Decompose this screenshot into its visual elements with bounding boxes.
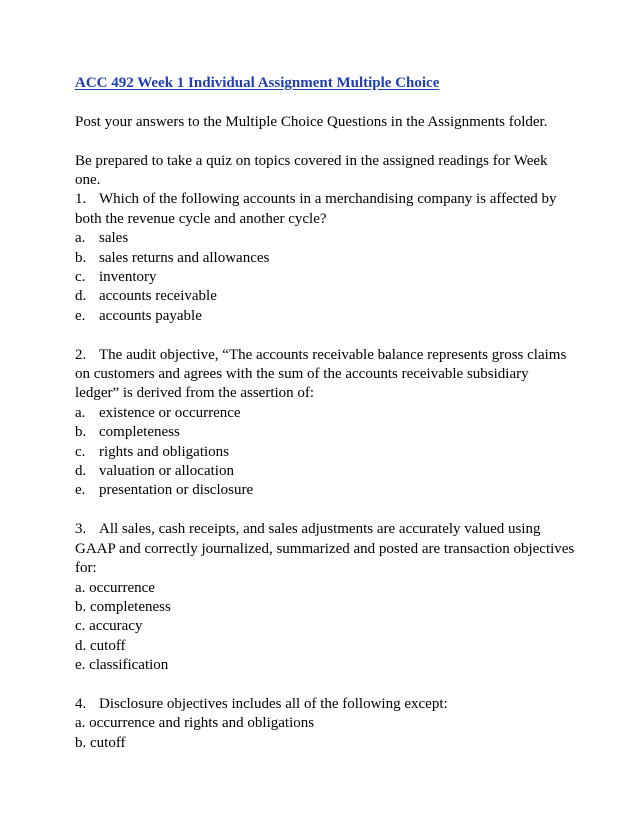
question-number: 1. [75, 191, 87, 208]
option-letter: b. [75, 249, 87, 266]
option-text: completeness [99, 424, 180, 441]
answer-option [75, 443, 575, 462]
answer-option [75, 229, 575, 248]
intro-line: Post your answers to the Multiple Choice Questions in the Assignments folder. [75, 113, 548, 130]
option-letter: e. [75, 482, 86, 499]
intro-line: Be prepared to take a quiz on topics covered in the assigned readings for Week [75, 152, 548, 169]
spacer [75, 93, 575, 112]
option-letter: e. [75, 307, 86, 324]
question-text [75, 190, 575, 209]
question-line: All sales, cash receipts, and sales adjustments are accurately valued using [99, 521, 541, 538]
option-letter: a. [75, 404, 86, 421]
question-2 [75, 346, 575, 501]
option-text: presentation or disclosure [99, 482, 254, 499]
spacer [75, 676, 575, 695]
spacer [75, 132, 575, 151]
option-letter: d. [75, 463, 87, 480]
option-letter: b. [75, 424, 87, 441]
option-text: sales [99, 230, 129, 247]
question-line: ledger” is derived from the assertion of: [75, 385, 315, 402]
option-letter: c. [75, 269, 86, 286]
option-text: accounts payable [99, 307, 202, 324]
document-title-row [75, 74, 575, 93]
answer-option [75, 481, 575, 500]
answer-option: d. cutoff [75, 637, 126, 654]
question-line: both the revenue cycle and another cycle? [75, 210, 327, 227]
answer-option: b. cutoff [75, 734, 126, 751]
answer-option: e. classification [75, 657, 169, 674]
option-letter: a. [75, 230, 86, 247]
question-text [75, 346, 575, 365]
question-1 [75, 190, 575, 326]
question-number: 2. [75, 346, 87, 363]
answer-option [75, 287, 575, 306]
option-text: existence or occurrence [99, 404, 241, 421]
question-number: 3. [75, 521, 87, 538]
question-line: The audit objective, “The accounts receivable balance represents gross claims [99, 346, 567, 363]
answer-option [75, 462, 575, 481]
question-3 [75, 520, 575, 675]
question-line: Disclosure objectives includes all of the following except: [99, 695, 448, 712]
question-line: on customers and agrees with the sum of the accounts receivable subsidiary [75, 366, 529, 383]
question-line: Which of the following accounts in a merchandising company is affected by [99, 191, 557, 208]
document-title-link[interactable]: ACC 492 Week 1 Individual Assignment Multiple Choice [75, 75, 440, 91]
spacer [75, 501, 575, 520]
answer-option: a. occurrence and rights and obligations [75, 715, 315, 732]
option-letter: c. [75, 443, 86, 460]
question-line: GAAP and correctly journalized, summarized and posted are transaction objectives [75, 540, 575, 557]
answer-option [75, 423, 575, 442]
intro-line: one. [75, 172, 101, 188]
answer-option [75, 268, 575, 287]
option-text: sales returns and allowances [99, 249, 270, 266]
question-text [75, 695, 575, 714]
option-letter: d. [75, 288, 87, 305]
question-line: for: [75, 560, 97, 577]
question-text [75, 520, 575, 539]
answer-option [75, 404, 575, 423]
option-text: accounts receivable [99, 288, 217, 305]
option-text: valuation or allocation [99, 463, 234, 480]
spacer [75, 326, 575, 345]
answer-option: b. completeness [75, 598, 171, 615]
option-text: inventory [99, 269, 157, 286]
answer-option [75, 249, 575, 268]
answer-option [75, 307, 575, 326]
question-number: 4. [75, 695, 87, 712]
answer-option: a. occurrence [75, 579, 155, 596]
document-page [75, 74, 575, 753]
option-text: rights and obligations [99, 443, 229, 460]
answer-option: c. accuracy [75, 618, 143, 635]
question-4 [75, 695, 575, 753]
